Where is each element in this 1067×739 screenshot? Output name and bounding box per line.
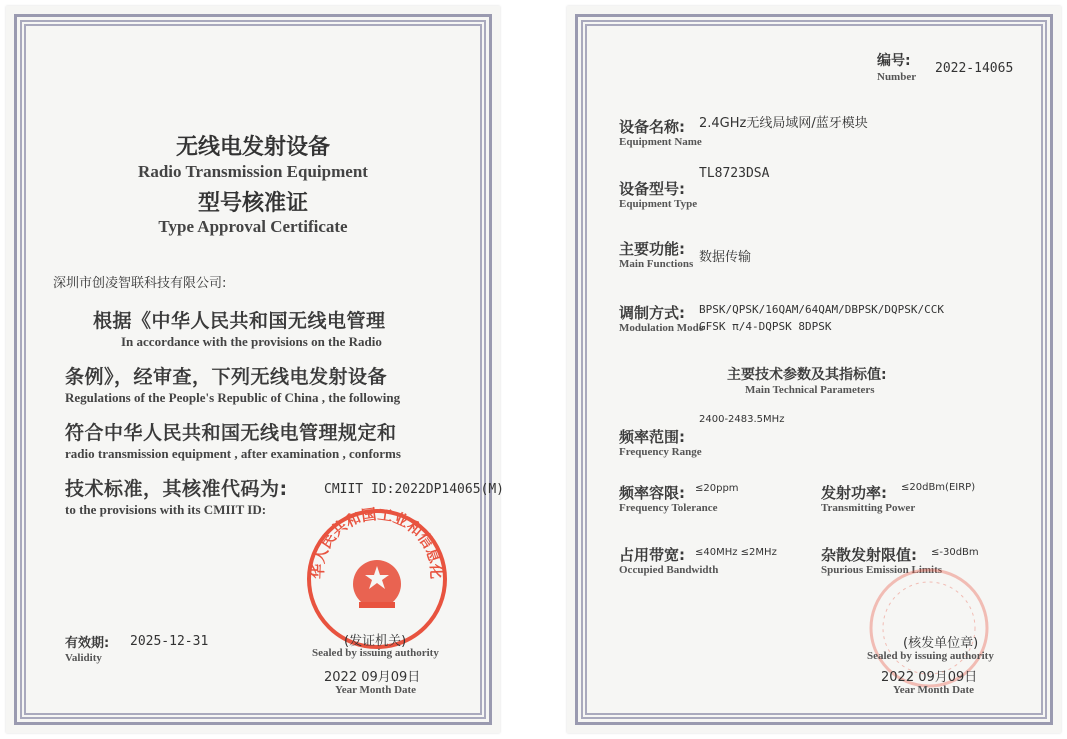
sealed-by: Sealed by issuing authority (867, 650, 994, 662)
equipment-type-label: 设备型号: (619, 180, 685, 198)
validity-en: Validity (65, 652, 102, 664)
certificate-left-page (6, 6, 505, 733)
tech-params-en: Main Technical Parameters (745, 384, 875, 396)
number-en: Number (877, 71, 917, 83)
main-functions-label: 主要功能: (619, 240, 685, 258)
equipment-type-en: Equipment Type (619, 198, 698, 210)
bandwidth-en: Occupied Bandwidth (619, 564, 719, 576)
freq-range-value: 2400-2483.5MHz (699, 414, 785, 425)
date-caption: Year Month Date (893, 684, 975, 696)
modulation-en: Modulation Mode (619, 322, 704, 334)
issue-date: 2022 09月09日 (881, 670, 978, 685)
body-en-4: to the provisions with its CMIIT ID: (65, 502, 267, 517)
equipment-name-value: 2.4GHz无线局域网/蓝牙模块 (699, 116, 868, 131)
validity-label: 有效期: (65, 636, 110, 651)
main-functions-en: Main Functions (619, 258, 694, 270)
recipient: 深圳市创凌智联科技有限公司: (53, 276, 227, 291)
validity-value: 2025-12-31 (130, 634, 209, 649)
freq-tol-en: Frequency Tolerance (619, 502, 718, 514)
seal-label: (发证机关) (344, 634, 407, 649)
cmiit-id: CMIIT ID:2022DP14065(M) (324, 482, 505, 497)
tech-params-title: 主要技术参数及其指标值: (727, 367, 887, 383)
equipment-type-value: TL8723DSA (699, 166, 770, 181)
equipment-name-label: 设备名称: (619, 118, 685, 136)
seal-label: (核发单位章) (903, 636, 979, 651)
seal-text: 华人民共和国工业和信息化 (308, 506, 446, 580)
freq-tol-value: ≤20ppm (695, 483, 739, 494)
subtitle-en: Type Approval Certificate (158, 217, 348, 236)
subtitle-cn: 型号核准证 (197, 191, 308, 216)
freq-tol-label: 频率容限: (619, 484, 685, 502)
issue-date: 2022 09月09日 (324, 670, 421, 685)
equipment-name-en: Equipment Name (619, 136, 702, 148)
spurious-value: ≤-30dBm (931, 547, 979, 558)
tx-power-value: ≤20dBm(EIRP) (901, 482, 976, 493)
body-en-3: radio transmission equipment , after examination , conforms (65, 446, 401, 461)
body-cn-3: 符合中华人民共和国无线电管理规定和 (65, 422, 397, 444)
body-cn-1: 根据《中华人民共和国无线电管理 (93, 310, 386, 332)
certificate-right-page (567, 6, 1061, 733)
modulation-value-1: BPSK/QPSK/16QAM/64QAM/DBPSK/DQPSK/CCK (699, 303, 945, 316)
tx-power-en: Transmitting Power (821, 502, 916, 514)
body-en-1: In accordance with the provisions on the Radio (121, 334, 382, 349)
body-en-2: Regulations of the People's Republic of China , the following (65, 390, 401, 405)
freq-range-label: 频率范围: (619, 428, 685, 446)
modulation-label: 调制方式: (619, 304, 685, 322)
number-label: 编号: (877, 53, 911, 69)
spurious-label: 杂散发射限值: (821, 546, 917, 564)
date-caption: Year Month Date (335, 684, 417, 696)
tx-power-label: 发射功率: (821, 484, 887, 502)
number-value: 2022-14065 (935, 61, 1014, 76)
bandwidth-label: 占用带宽: (619, 546, 685, 564)
body-cn-4: 技术标准，其核准代码为: (65, 478, 288, 500)
freq-range-en: Frequency Range (619, 446, 702, 458)
modulation-value-2: GFSK π/4-DQPSK 8DPSK (699, 320, 832, 333)
main-functions-value: 数据传输 (699, 250, 752, 265)
spurious-en: Spurious Emission Limits (821, 564, 943, 576)
sealed-by: Sealed by issuing authority (312, 647, 439, 659)
body-cn-2: 条例》，经审查，下列无线电发射设备 (65, 366, 388, 388)
title-cn: 无线电发射设备 (175, 135, 330, 160)
title-en: Radio Transmission Equipment (138, 162, 368, 181)
bandwidth-value: ≤40MHz ≤2MHz (695, 547, 777, 558)
